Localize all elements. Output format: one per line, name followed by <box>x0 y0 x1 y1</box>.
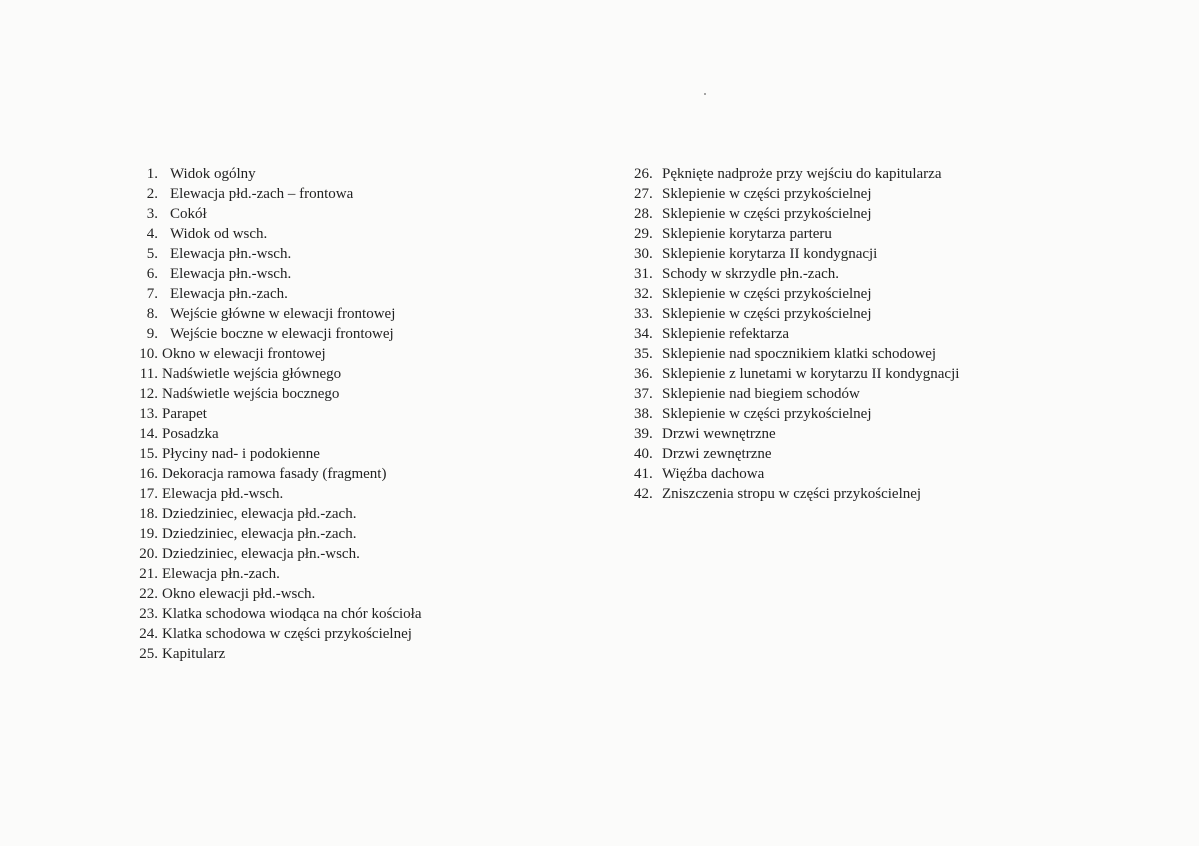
list-item <box>634 344 1154 364</box>
item-text: Sklepienie z lunetami w korytarzu II kondygnacji <box>662 366 960 382</box>
list-item <box>130 184 590 204</box>
item-text: Widok od wsch. <box>170 226 268 242</box>
item-number: 11. <box>139 366 158 382</box>
list-item <box>130 544 590 564</box>
list-item <box>130 504 590 524</box>
item-text: Drzwi zewnętrzne <box>662 446 772 462</box>
item-number: 39. <box>634 426 653 442</box>
item-number: 6. <box>146 266 158 282</box>
item-number: 37. <box>634 386 653 402</box>
item-text: Sklepienie w części przykościelnej <box>662 286 872 302</box>
item-number: 15. <box>139 446 158 462</box>
list-item <box>130 364 590 384</box>
item-text: Sklepienie nad spocznikiem klatki schodowej <box>662 346 937 362</box>
list-item <box>634 464 1154 484</box>
item-number: 33. <box>634 306 653 322</box>
list-item <box>130 564 590 584</box>
item-text: Dziedziniec, elewacja płn.-zach. <box>162 526 357 542</box>
item-number: 24. <box>139 626 158 642</box>
item-text: Sklepienie w części przykościelnej <box>662 306 872 322</box>
list-item <box>130 444 590 464</box>
list-item <box>130 324 590 344</box>
list-item <box>130 164 590 184</box>
item-number: 1. <box>146 166 158 182</box>
item-text: Dziedziniec, elewacja płn.-wsch. <box>162 546 360 562</box>
list-item <box>634 324 1154 344</box>
list-item <box>130 524 590 544</box>
item-text: Widok ogólny <box>170 166 256 182</box>
photo-list-right <box>634 164 1154 504</box>
list-item <box>634 404 1154 424</box>
item-number: 14. <box>139 426 158 442</box>
item-text: Okno w elewacji frontowej <box>162 346 326 362</box>
list-item <box>634 304 1154 324</box>
item-number: 36. <box>634 366 653 382</box>
item-number: 22. <box>139 586 158 602</box>
item-text: Sklepienie w części przykościelnej <box>662 206 872 222</box>
item-number: 5. <box>146 246 158 262</box>
list-item <box>130 304 590 324</box>
list-item <box>130 584 590 604</box>
item-text: Nadświetle wejścia głównego <box>162 366 342 382</box>
list-item <box>634 384 1154 404</box>
item-number: 19. <box>139 526 158 542</box>
item-text: Klatka schodowa w części przykościelnej <box>162 626 412 642</box>
list-item <box>130 204 590 224</box>
item-text: Klatka schodowa wiodąca na chór kościoła <box>162 606 422 622</box>
item-text: Wejście boczne w elewacji frontowej <box>170 326 394 342</box>
item-number: 40. <box>634 446 653 462</box>
item-number: 3. <box>146 206 158 222</box>
item-text: Posadzka <box>162 426 219 442</box>
list-item <box>130 404 590 424</box>
item-text: Dziedziniec, elewacja płd.-zach. <box>162 506 357 522</box>
item-number: 20. <box>139 546 158 562</box>
list-item <box>130 624 590 644</box>
item-number: 26. <box>634 166 653 182</box>
item-number: 12. <box>139 386 158 402</box>
item-text: Elewacja płd.-wsch. <box>162 486 284 502</box>
item-text: Więźba dachowa <box>662 466 765 482</box>
list-item <box>130 264 590 284</box>
item-text: Okno elewacji płd.-wsch. <box>162 586 316 602</box>
item-number: 8. <box>146 306 158 322</box>
photo-list-left <box>130 164 590 664</box>
item-number: 27. <box>634 186 653 202</box>
list-item <box>130 244 590 264</box>
list-item <box>130 464 590 484</box>
item-text: Wejście główne w elewacji frontowej <box>170 306 396 322</box>
list-item <box>130 484 590 504</box>
item-text: Elewacja płn.-wsch. <box>170 266 292 282</box>
item-number: 41. <box>634 466 653 482</box>
list-item <box>634 264 1154 284</box>
item-text: Cokół <box>170 206 207 222</box>
list-item <box>634 284 1154 304</box>
item-number: 31. <box>634 266 653 282</box>
list-item <box>130 644 590 664</box>
item-text: Elewacja płn.-wsch. <box>170 246 292 262</box>
item-number: 4. <box>146 226 158 242</box>
item-number: 32. <box>634 286 653 302</box>
list-item <box>130 224 590 244</box>
item-number: 34. <box>634 326 653 342</box>
item-number: 25. <box>139 646 158 662</box>
item-text: Kapitularz <box>162 646 226 662</box>
item-text: Sklepienie w części przykościelnej <box>662 186 872 202</box>
list-item <box>130 604 590 624</box>
item-text: Nadświetle wejścia bocznego <box>162 386 340 402</box>
item-number: 23. <box>139 606 158 622</box>
item-number: 17. <box>139 486 158 502</box>
item-text: Sklepienie nad biegiem schodów <box>662 386 860 402</box>
item-text: Elewacja płn.-zach. <box>170 286 288 302</box>
list-item <box>130 344 590 364</box>
list-item <box>634 484 1154 504</box>
item-text: Zniszczenia stropu w części przykościelnej <box>662 486 922 502</box>
item-text: Sklepienie w części przykościelnej <box>662 406 872 422</box>
item-number: 2. <box>146 186 158 202</box>
item-number: 10. <box>139 346 158 362</box>
item-text: Sklepienie korytarza parteru <box>662 226 832 242</box>
item-number: 42. <box>634 486 653 502</box>
item-number: 18. <box>139 506 158 522</box>
item-text: Pęknięte nadproże przy wejściu do kapitularza <box>662 166 942 182</box>
item-number: 9. <box>146 326 158 342</box>
list-item <box>634 364 1154 384</box>
item-number: 7. <box>146 286 158 302</box>
item-number: 30. <box>634 246 653 262</box>
list-item <box>634 244 1154 264</box>
item-text: Sklepienie korytarza II kondygnacji <box>662 246 878 262</box>
scan-speck <box>704 93 706 95</box>
item-text: Schody w skrzydle płn.-zach. <box>662 266 840 282</box>
list-item <box>634 184 1154 204</box>
list-item <box>130 424 590 444</box>
list-item <box>634 444 1154 464</box>
list-item <box>634 424 1154 444</box>
item-text: Elewacja płd.-zach – frontowa <box>170 186 354 202</box>
list-item <box>634 164 1154 184</box>
item-text: Parapet <box>162 406 207 422</box>
item-text: Płyciny nad- i podokienne <box>162 446 320 462</box>
item-text: Drzwi wewnętrzne <box>662 426 776 442</box>
list-item <box>634 224 1154 244</box>
list-item <box>130 284 590 304</box>
item-text: Dekoracja ramowa fasady (fragment) <box>162 466 387 482</box>
item-number: 16. <box>139 466 158 482</box>
list-item <box>634 204 1154 224</box>
item-number: 29. <box>634 226 653 242</box>
item-number: 13. <box>139 406 158 422</box>
list-item <box>130 384 590 404</box>
item-number: 38. <box>634 406 653 422</box>
item-text: Sklepienie refektarza <box>662 326 790 342</box>
item-number: 28. <box>634 206 653 222</box>
item-number: 35. <box>634 346 653 362</box>
item-number: 21. <box>139 566 158 582</box>
item-text: Elewacja płn.-zach. <box>162 566 280 582</box>
